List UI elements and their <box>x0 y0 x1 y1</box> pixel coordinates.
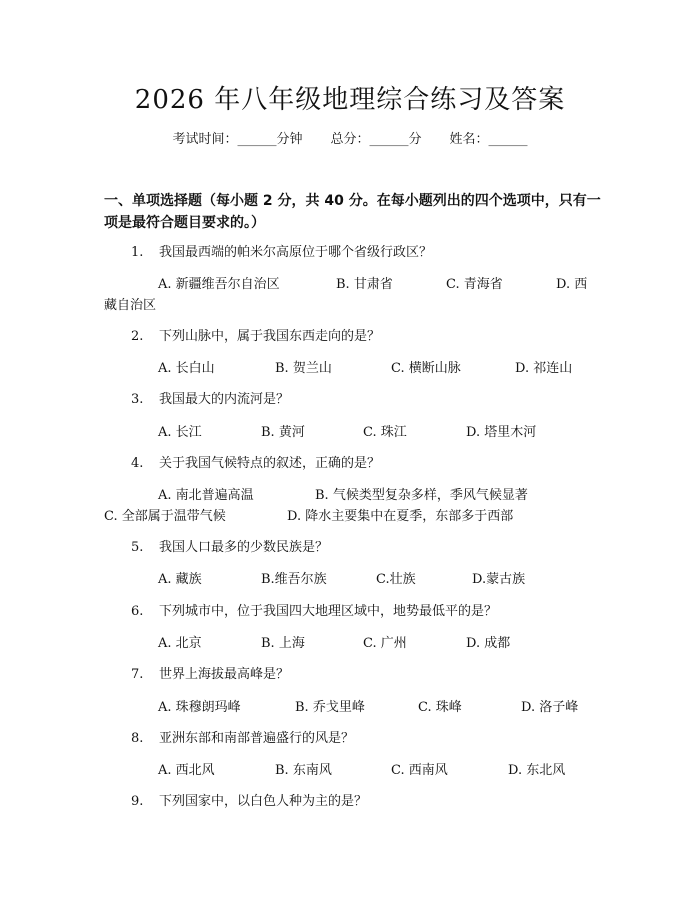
option-b[interactable]: B. 黄河 <box>261 425 305 440</box>
question-text: 我国最大的内流河是？ <box>159 392 290 407</box>
question-5 <box>131 539 328 557</box>
option-d[interactable]: D. 祁连山 <box>515 361 573 376</box>
question-4 <box>131 455 380 473</box>
option-a[interactable]: A. 西北风 <box>158 763 215 778</box>
question-number: 1. <box>131 245 144 260</box>
question-4-options-row1 <box>158 486 598 506</box>
question-number: 6. <box>131 604 144 619</box>
option-b[interactable]: B. 甘肃省 <box>336 277 393 292</box>
option-d[interactable]: D. 东北风 <box>508 763 566 778</box>
question-number: 5. <box>131 540 144 555</box>
option-a[interactable]: A. 珠穆朗玛峰 <box>158 700 241 715</box>
option-a[interactable]: A. 长江 <box>158 425 202 440</box>
question-6 <box>131 603 497 621</box>
question-text: 关于我国气候特点的叙述，正确的是？ <box>159 456 381 471</box>
option-c[interactable]: C.壮族 <box>376 572 416 587</box>
option-c[interactable]: C. 全部属于温带气候 <box>104 509 226 524</box>
question-3-options <box>158 423 598 443</box>
total-score-field: 总分：______分 <box>330 132 422 147</box>
option-c[interactable]: C. 珠峰 <box>418 700 462 715</box>
question-text: 我国人口最多的少数民族是？ <box>159 540 329 555</box>
option-a[interactable]: A. 北京 <box>158 636 202 651</box>
option-d[interactable]: D. 塔里木河 <box>466 425 537 440</box>
question-text: 世界上海拔最高峰是？ <box>159 667 290 682</box>
option-b[interactable]: B. 东南风 <box>275 763 332 778</box>
question-3 <box>131 391 289 409</box>
question-6-options <box>158 634 598 654</box>
question-4-options-row2 <box>104 507 598 527</box>
question-5-options <box>158 570 598 590</box>
question-7 <box>131 666 289 684</box>
question-text: 我国最西端的帕米尔高原位于哪个省级行政区？ <box>159 245 433 260</box>
option-d[interactable]: D. 降水主要集中在夏季，东部多于西部 <box>287 509 514 524</box>
option-d[interactable]: D. 西 <box>556 277 588 292</box>
option-c[interactable]: C. 青海省 <box>446 277 503 292</box>
question-number: 8. <box>131 731 144 746</box>
question-text: 下列山脉中，属于我国东西走向的是？ <box>159 329 381 344</box>
question-7-options <box>158 698 598 718</box>
question-8-options <box>158 761 598 781</box>
exam-time-field: 考试时间：______分钟 <box>172 132 303 147</box>
option-c[interactable]: C. 广州 <box>363 636 407 651</box>
question-number: 2. <box>131 329 144 344</box>
question-2-options <box>158 359 598 379</box>
question-number: 9. <box>131 794 144 809</box>
question-text: 亚洲东部和南部普遍盛行的风是？ <box>159 731 355 746</box>
option-d[interactable]: D.蒙古族 <box>472 572 526 587</box>
question-text: 下列城市中，位于我国四大地理区域中，地势最低平的是？ <box>159 604 498 619</box>
option-d[interactable]: D. 洛子峰 <box>521 700 579 715</box>
exam-info-line <box>0 131 700 149</box>
option-b[interactable]: B.维吾尔族 <box>261 572 327 587</box>
question-1 <box>131 244 432 262</box>
option-b[interactable]: B. 乔戈里峰 <box>295 700 365 715</box>
option-b[interactable]: B. 上海 <box>261 636 305 651</box>
question-number: 4. <box>131 456 144 471</box>
question-text: 下列国家中，以白色人种为主的是？ <box>159 794 368 809</box>
option-a[interactable]: A. 长白山 <box>158 361 215 376</box>
page-title: 2026 年八年级地理综合练习及答案 <box>134 85 566 115</box>
question-9 <box>131 793 367 811</box>
option-c[interactable]: C. 横断山脉 <box>391 361 461 376</box>
option-b[interactable]: B. 气候类型复杂多样，季风气候显著 <box>315 488 528 503</box>
student-name-field: 姓名：______ <box>449 132 528 147</box>
question-2 <box>131 328 380 346</box>
question-8 <box>131 730 354 748</box>
option-a[interactable]: A. 南北普遍高温 <box>158 488 254 503</box>
option-a[interactable]: A. 新疆维吾尔自治区 <box>158 277 280 292</box>
question-number: 7. <box>131 667 144 682</box>
option-a[interactable]: A. 藏族 <box>158 572 202 587</box>
question-1-options <box>158 275 598 295</box>
section-heading: 一、单项选择题（每小题 2 分，共 40 分。在每小题列出的四个选项中，只有一项是最符合题目要求的。） <box>104 193 601 231</box>
option-c[interactable]: C. 珠江 <box>363 425 407 440</box>
question-number: 3. <box>131 392 144 407</box>
option-b[interactable]: B. 贺兰山 <box>275 361 332 376</box>
option-d-continued: 藏自治区 <box>104 298 157 313</box>
option-d[interactable]: D. 成都 <box>466 636 511 651</box>
option-c[interactable]: C. 西南风 <box>391 763 448 778</box>
